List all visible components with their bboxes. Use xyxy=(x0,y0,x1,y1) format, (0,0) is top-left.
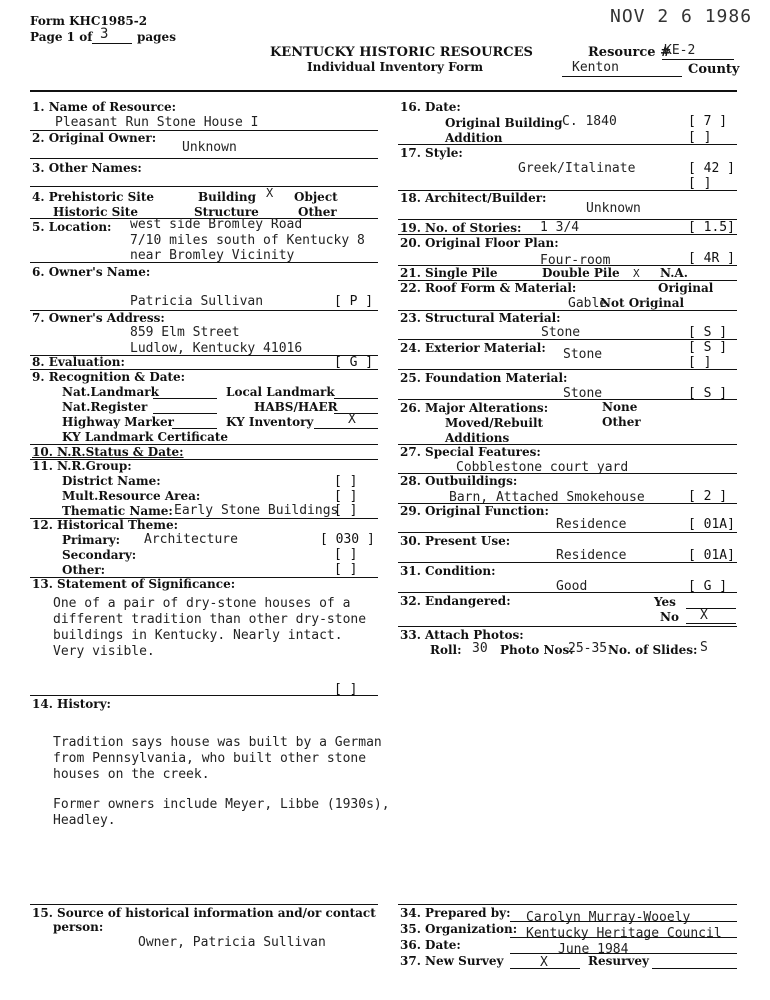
field-6-label: 6. Owner's Name: xyxy=(32,265,151,279)
field-10-label: 10. N.R.Status & Date: xyxy=(32,445,184,459)
thematic-bracket: [ ] xyxy=(334,503,358,518)
field-28-label: 28. Outbuildings: xyxy=(400,474,518,488)
field-4-object: Object xyxy=(294,190,338,204)
slides-label: No. of Slides: xyxy=(608,643,698,657)
page-total: 3 xyxy=(100,26,109,42)
form-id: Form KHC1985-2 xyxy=(30,14,148,28)
condition: Good xyxy=(556,579,588,594)
theme-secondary-bracket: [ ] xyxy=(334,547,358,562)
exterior-code: [ S ] xyxy=(688,340,728,355)
exterior-material: Stone xyxy=(563,347,603,362)
field-4-building: Building xyxy=(198,190,257,204)
theme-primary-code: [ 030 ] xyxy=(320,532,375,547)
location-line-2: 7/10 miles south of Kentucky 8 xyxy=(130,233,365,248)
field-30-label: 30. Present Use: xyxy=(400,534,511,548)
field-37-label: 37. New Survey xyxy=(400,954,504,968)
mult-resource-area: Mult.Resource Area: xyxy=(62,489,201,503)
field-4-label-historic: Historic Site xyxy=(53,205,138,219)
field-25-label: 25. Foundation Material: xyxy=(400,371,568,385)
field-7-label: 7. Owner's Address: xyxy=(32,311,165,325)
pages-word: pages xyxy=(137,30,176,44)
significance-line-3: buildings in Kentucky. Nearly intact. xyxy=(53,628,343,643)
organization: Kentucky Heritage Council xyxy=(526,926,722,941)
owner-name: Patricia Sullivan xyxy=(130,294,264,309)
double-pile: Double Pile xyxy=(542,266,620,280)
owner-address-1: 859 Elm Street xyxy=(130,325,240,340)
original-building-date: C. 1840 xyxy=(562,114,617,129)
field-15-label-person: person: xyxy=(53,920,104,934)
resource-number: KE-2 xyxy=(664,43,696,58)
form-title: KENTUCKY HISTORIC RESOURCES xyxy=(270,45,533,60)
field-11-label: 11. N.R.Group: xyxy=(32,459,132,473)
number-of-stories: 1 3/4 xyxy=(540,220,580,235)
prepared-by: Carolyn Murray-Wooely xyxy=(526,910,691,925)
location-line-1: west side Bromley Road xyxy=(130,217,303,232)
field-24-label: 24. Exterior Material: xyxy=(400,341,546,355)
theme-primary: Architecture xyxy=(144,532,238,547)
single-pile: 21. Single Pile xyxy=(400,266,498,280)
field-8-label: 8. Evaluation: xyxy=(32,355,125,369)
form-subtitle: Individual Inventory Form xyxy=(307,60,484,74)
alterations-additions: Additions xyxy=(445,431,510,445)
county-label: County xyxy=(688,62,740,77)
foundation-code: [ S ] xyxy=(688,386,728,401)
floor-plan-code: [ 4R ] xyxy=(688,251,735,266)
present-use-code: [ 01A] xyxy=(688,548,735,563)
original-owner: Unknown xyxy=(182,140,237,155)
endangered-yes: Yes xyxy=(654,595,676,609)
slides-count: S xyxy=(700,640,708,655)
field-9-label: 9. Recognition & Date: xyxy=(32,370,186,384)
significance-line-2: different tradition than other dry-stone xyxy=(53,612,367,627)
photo-nos-label: Photo Nos: xyxy=(500,643,574,657)
ky-landmark-certificate: KY Landmark Certificate xyxy=(62,430,229,444)
highway-marker: Highway Marker xyxy=(62,415,174,429)
mult-resource-bracket: [ ] xyxy=(334,489,358,504)
foundation-material: Stone xyxy=(563,386,603,401)
field-27-label: 27. Special Features: xyxy=(400,445,541,459)
stories-code: [ 1.5] xyxy=(688,220,735,235)
field-4-other: Other xyxy=(298,205,337,219)
field-36-label: 36. Date: xyxy=(400,938,461,952)
field-31-label: 31. Condition: xyxy=(400,564,496,578)
field-26-label: 26. Major Alterations: xyxy=(400,401,549,415)
resurvey-label: Resurvey xyxy=(588,954,649,968)
field-3-label: 3. Other Names: xyxy=(32,161,142,175)
structural-code: [ S ] xyxy=(688,325,728,340)
style-value: Greek/Italinate xyxy=(518,161,636,176)
style-code: [ 42 ] xyxy=(688,161,735,176)
double-pile-mark: X xyxy=(633,267,640,280)
local-landmark: Local Landmark xyxy=(226,385,335,399)
roof-not-original: Not Original xyxy=(600,296,685,310)
theme-other-bracket: [ ] xyxy=(334,562,358,577)
ky-inventory: KY Inventory xyxy=(226,415,314,429)
field-19-label: 19. No. of Stories: xyxy=(400,221,522,235)
significance-line-1: One of a pair of dry-stone houses of a xyxy=(53,596,351,611)
floor-plan: Four-room xyxy=(540,253,611,268)
field-29-label: 29. Original Function: xyxy=(400,504,549,518)
field-2-label: 2. Original Owner: xyxy=(32,131,157,145)
page-word: Page 1 of xyxy=(30,30,93,44)
district-name: District Name: xyxy=(62,474,161,488)
style-code-2: [ ] xyxy=(688,176,712,191)
field-32-label: 32. Endangered: xyxy=(400,594,511,608)
thematic-name-label: Thematic Name: xyxy=(62,504,173,518)
owner-address-2: Ludlow, Kentucky 41016 xyxy=(130,341,303,356)
history-line-1: Tradition says house was built by a German xyxy=(53,735,382,750)
significance-bracket: [ ] xyxy=(334,682,358,697)
alterations-none: None xyxy=(602,400,638,414)
photos-roll-label: Roll: xyxy=(430,643,462,657)
field-22-label: 22. Roof Form & Material: xyxy=(400,281,577,295)
original-function-code: [ 01A] xyxy=(688,517,735,532)
ky-inventory-mark: X xyxy=(348,412,356,427)
roof-original: Original xyxy=(658,281,714,295)
nat-register: Nat.Register xyxy=(62,400,148,414)
theme-other-label: Other: xyxy=(62,563,106,577)
field-4-label-prehistoric: 4. Prehistoric Site xyxy=(32,190,155,204)
field-33-label: 33. Attach Photos: xyxy=(400,628,524,642)
history-line-4: Former owners include Meyer, Libbe (1930s), xyxy=(53,797,390,812)
original-building-code: [ 7 ] xyxy=(688,114,728,129)
name-of-resource: Pleasant Run Stone House I xyxy=(55,115,259,130)
owner-code: [ P ] xyxy=(334,294,374,309)
endangered-no-mark: X xyxy=(700,608,708,623)
field-34-label: 34. Prepared by: xyxy=(400,906,511,920)
exterior-code-2: [ ] xyxy=(688,355,712,370)
field-17-label: 17. Style: xyxy=(400,146,463,160)
field-23-label: 23. Structural Material: xyxy=(400,311,561,325)
thematic-name: Early Stone Buildings xyxy=(174,503,339,518)
field-12-label: 12. Historical Theme: xyxy=(32,518,179,532)
endangered-no: No xyxy=(660,610,679,624)
alterations-other: Other xyxy=(602,415,641,429)
field-4-structure: Structure xyxy=(194,205,259,219)
structural-material: Stone xyxy=(541,325,581,340)
history-line-2: from Pennsylvania, who built other stone xyxy=(53,751,367,766)
alterations-moved: Moved/Rebuilt xyxy=(445,416,544,430)
date-prepared: June 1984 xyxy=(558,942,629,957)
evaluation-code: [ G ] xyxy=(334,355,374,370)
habs-haer: HABS/HAER xyxy=(254,400,338,414)
field-14-label: 14. History: xyxy=(32,697,111,711)
field-13-label: 13. Statement of Significance: xyxy=(32,577,236,591)
county-value: Kenton xyxy=(572,60,619,75)
district-bracket: [ ] xyxy=(334,474,358,489)
outbuildings: Barn, Attached Smokehouse xyxy=(449,490,645,505)
photo-nos: 25-35 xyxy=(568,641,608,656)
architect-builder: Unknown xyxy=(586,201,641,216)
field-16-label: 16. Date: xyxy=(400,100,461,114)
source-of-information: Owner, Patricia Sullivan xyxy=(138,935,326,950)
condition-code: [ G ] xyxy=(688,579,728,594)
field-4-building-mark: X xyxy=(266,186,274,200)
field-35-label: 35. Organization: xyxy=(400,922,518,936)
new-survey-mark: X xyxy=(540,955,548,970)
present-use: Residence xyxy=(556,548,627,563)
original-building-label: Original Building xyxy=(445,116,563,130)
outbuildings-code: [ 2 ] xyxy=(688,489,728,504)
resource-label: Resource # xyxy=(588,45,671,60)
pile-na: N.A. xyxy=(660,266,688,280)
history-line-3: houses on the creek. xyxy=(53,767,210,782)
history-line-5: Headley. xyxy=(53,813,116,828)
significance-line-4: Very visible. xyxy=(53,644,155,659)
theme-secondary-label: Secondary: xyxy=(62,548,137,562)
field-15-label: 15. Source of historical information and/or contact xyxy=(32,906,376,920)
addition-label: Addition xyxy=(445,131,503,145)
received-stamp: NOV 2 6 1986 xyxy=(610,6,753,27)
roof-form: Gable xyxy=(568,296,608,311)
field-5-label: 5. Location: xyxy=(32,220,112,234)
field-1-label: 1. Name of Resource: xyxy=(32,100,177,114)
photos-roll: 30 xyxy=(472,641,488,656)
location-line-3: near Bromley Vicinity xyxy=(130,248,295,263)
field-18-label: 18. Architect/Builder: xyxy=(400,191,547,205)
special-features: Cobblestone court yard xyxy=(456,460,629,475)
addition-bracket: [ ] xyxy=(688,130,712,145)
nat-landmark: Nat.Landmark xyxy=(62,385,159,399)
theme-primary-label: Primary: xyxy=(62,533,121,547)
original-function: Residence xyxy=(556,517,627,532)
field-20-label: 20. Original Floor Plan: xyxy=(400,236,559,250)
